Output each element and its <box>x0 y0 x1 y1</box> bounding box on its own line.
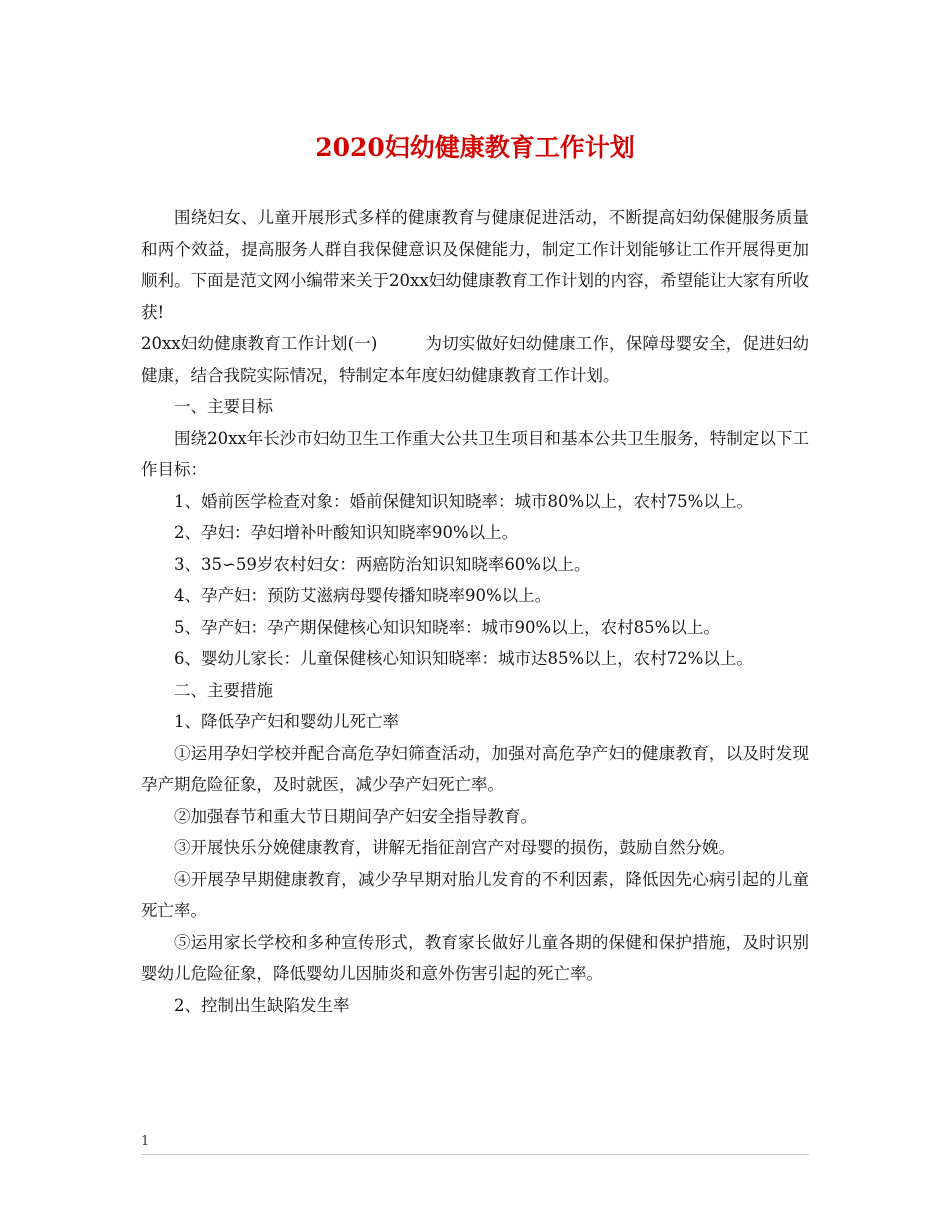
section-heading-goals: 一、主要目标 <box>174 397 273 416</box>
measure-heading-birth-defects: 2、控制出生缺陷发生率 <box>174 995 350 1015</box>
goal-item: 5、孕产妇：孕产期保健核心知识知晓率：城市90%以上，农村85%以上。 <box>174 617 720 637</box>
plan-paragraph <box>141 328 809 391</box>
goal-item: 1、婚前医学检查对象：婚前保健知识知晓率：城市80%以上，农村75%以上。 <box>174 491 753 511</box>
intro-paragraph: 围绕妇女、儿童开展形式多样的健康教育与健康促进活动，不断提高妇幼保健服务质量和两个效益，提高服务人群自我保健意识及保健能力，制定工作计划能够让工作开展得更加顺利。下面是范文网小编带来关于20xx妇幼健康教育工作计划的内容，希望能让大家有所收获! <box>141 208 809 322</box>
goal-item: 2、孕妇：孕妇增补叶酸知识知晓率90%以上。 <box>174 523 519 542</box>
section-heading-measures: 二、主要措施 <box>174 680 273 700</box>
plan-heading: 20xx妇幼健康教育工作计划(一) <box>141 334 378 353</box>
goal-item: 6、婴幼儿家长：儿童保健核心知识知晓率：城市达85%以上，农村72%以上。 <box>174 649 753 668</box>
measure-item: ⑤运用家长学校和多种宣传形式，教育家长做好儿童各期的保健和保护措施，及时识别婴幼儿危险征象，降低婴幼儿因肺炎和意外伤害引起的死亡率。 <box>141 932 809 983</box>
measure-heading-mortality: 1、降低孕产妇和婴幼儿死亡率 <box>174 712 399 731</box>
goal-item: 3、35∽59岁农村妇女：两癌防治知识知晓率60%以上。 <box>174 554 591 574</box>
measure-item: ①运用孕妇学校并配合高危孕妇筛查活动，加强对高危孕产妇的健康教育，以及时发现孕产期危险征象，及时就医，减少孕产妇死亡率。 <box>141 743 809 794</box>
document-body <box>141 202 809 1021</box>
measure-item: ③开展快乐分娩健康教育，讲解无指征剖宫产对母婴的损伤，鼓励自然分娩。 <box>174 838 735 857</box>
section-intro-goals: 围绕20xx年长沙市妇幼卫生工作重大公共卫生项目和基本公共卫生服务，特制定以下工作目标： <box>141 428 809 479</box>
plan-intro: 为切实做好妇幼健康工作，保障母婴安全，促进妇幼健康，结合我院实际情况，特制定本年度妇幼健康教育工作计划。 <box>141 334 810 385</box>
goal-item: 4、孕产妇：预防艾滋病母婴传播知晓率90%以上。 <box>174 586 552 605</box>
measure-item: ②加强春节和重大节日期间孕产妇安全指导教育。 <box>174 806 537 826</box>
page-title: 2020妇幼健康教育工作计划 <box>315 133 635 162</box>
measure-item: ④开展孕早期健康教育，减少孕早期对胎儿发育的不利因素，降低因先心病引起的儿童死亡率。 <box>141 869 809 920</box>
page-number: 1 <box>141 1134 150 1149</box>
footer-divider <box>141 1154 809 1155</box>
